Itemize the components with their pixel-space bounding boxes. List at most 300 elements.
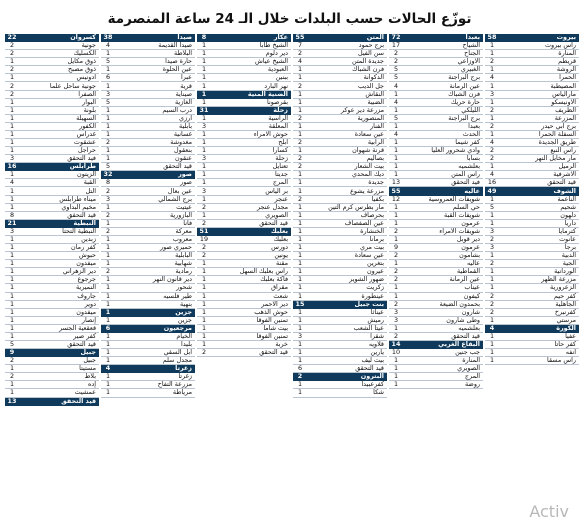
town-name: ابل السقي — [163, 349, 192, 357]
town-row — [389, 317, 483, 325]
town-row — [389, 212, 483, 220]
district-header — [293, 301, 387, 309]
town-name: بليدا — [181, 341, 192, 348]
town-count: 5 — [9, 340, 15, 348]
town-row — [485, 42, 579, 50]
town-row — [485, 74, 579, 82]
town-row — [101, 82, 195, 90]
district-name: البقاع الغربي — [438, 341, 480, 348]
town-name: بلاط — [84, 373, 96, 381]
district-column — [485, 34, 579, 365]
town-row — [389, 252, 483, 260]
town-row — [5, 341, 99, 349]
town-count: 1 — [9, 74, 15, 82]
town-name: الدبية — [561, 252, 576, 260]
town-name: عين الصفصاف — [344, 219, 384, 227]
town-row — [101, 284, 195, 292]
town-name: عفيا — [565, 332, 576, 340]
district-count: 13 — [7, 397, 17, 405]
town-row — [389, 381, 483, 389]
town-count: 1 — [489, 130, 495, 138]
town-name: عينطورة — [361, 292, 384, 300]
town-name: راس بعلبك السهل — [239, 268, 288, 276]
town-row — [389, 236, 483, 244]
town-name: النبطية التحتا — [62, 227, 96, 235]
town-row — [293, 389, 387, 397]
town-row — [5, 309, 99, 317]
town-name: المرج — [464, 373, 480, 381]
town-name: السهيلة — [76, 114, 96, 122]
town-row — [197, 276, 291, 284]
town-name: برج البراجنة — [448, 74, 480, 82]
district-count: 22 — [7, 34, 17, 42]
town-name: بعلبك — [273, 235, 288, 243]
town-row — [101, 187, 195, 195]
town-name: كفر رمان — [71, 244, 96, 252]
town-count: 1 — [105, 235, 111, 243]
town-row — [485, 179, 579, 187]
town-name: قيد التحقق — [67, 341, 96, 348]
town-count: 3 — [9, 227, 15, 235]
town-count: 1 — [297, 389, 303, 397]
town-name: جديتا — [275, 171, 288, 179]
town-row — [485, 220, 579, 228]
town-name: ميفدون — [76, 260, 96, 268]
town-row — [293, 74, 387, 82]
town-count: 1 — [105, 292, 111, 300]
town-row — [5, 373, 99, 381]
town-name: عمشيت — [74, 389, 96, 397]
town-row — [293, 131, 387, 139]
town-name: راس النبع — [550, 147, 576, 155]
town-count: 1 — [9, 284, 15, 292]
town-count: 1 — [393, 155, 399, 163]
district-column — [5, 34, 99, 406]
town-row — [5, 276, 99, 284]
town-count: 1 — [489, 114, 495, 122]
district-header — [389, 341, 483, 349]
town-count: 1 — [297, 268, 303, 276]
town-name: عيرون — [366, 268, 384, 276]
town-count: 5 — [393, 66, 399, 74]
town-count: 4 — [393, 130, 399, 138]
town-count: 2 — [489, 147, 495, 155]
district-header — [389, 34, 483, 42]
town-name: قرنة شهوان — [352, 147, 384, 155]
town-name: برج أبي حيدر — [541, 122, 576, 130]
town-count: 1 — [297, 308, 303, 316]
town-name: الكفور — [79, 122, 96, 130]
town-count: 2 — [201, 244, 207, 252]
town-count: 6 — [297, 365, 303, 373]
town-count: 1 — [201, 316, 207, 324]
town-row — [197, 187, 291, 195]
town-row — [101, 381, 195, 389]
town-row — [293, 147, 387, 155]
town-name: نهر البارد — [264, 82, 288, 90]
town-count: 2 — [105, 187, 111, 195]
district-header — [197, 228, 291, 236]
town-count: 1 — [489, 66, 495, 74]
town-name: طريق الجديدة — [538, 139, 576, 147]
town-name: غسانية — [173, 130, 192, 138]
district-count: 49 — [487, 187, 497, 195]
town-count: 1 — [9, 203, 15, 211]
town-count: 1 — [297, 187, 303, 195]
town-row — [389, 228, 483, 236]
town-name: دير قانون النهر — [152, 276, 192, 284]
town-row — [293, 333, 387, 341]
town-name: الجناح — [464, 50, 480, 58]
town-name: الزيتون — [77, 171, 96, 179]
town-name: فرن الشباك — [352, 66, 384, 74]
town-name: البابلية — [175, 252, 192, 260]
town-row — [101, 204, 195, 212]
town-row — [485, 276, 579, 284]
town-row — [389, 123, 483, 131]
town-count: 5 — [105, 163, 111, 171]
town-name: طير فلسيه — [163, 292, 192, 300]
town-count: 1 — [297, 357, 303, 365]
district-column — [389, 34, 483, 389]
town-count: 1 — [9, 122, 15, 130]
town-row — [485, 252, 579, 260]
district-name: عاليه — [464, 187, 480, 195]
town-row — [293, 260, 387, 268]
town-name: قيد التحقق — [163, 163, 192, 171]
town-count: 2 — [297, 82, 303, 90]
town-count: 1 — [9, 106, 15, 114]
town-count: 3 — [201, 122, 207, 130]
town-row — [197, 179, 291, 187]
town-row — [5, 91, 99, 99]
district-count: 16 — [7, 163, 17, 171]
town-row — [5, 131, 99, 139]
town-name: دوير — [84, 300, 96, 308]
town-name: بابلية — [179, 122, 192, 130]
town-name: مار مخايل النهر — [535, 155, 576, 163]
town-name: عين بعال — [167, 187, 192, 195]
town-name: عيتا الشعب — [353, 324, 384, 332]
town-count: 1 — [489, 252, 495, 260]
town-name: مار بطرس كرم التين — [328, 203, 384, 211]
district-header — [101, 309, 195, 317]
town-name: ديك المحدي — [352, 171, 384, 179]
town-row — [101, 179, 195, 187]
town-name: فيد التحقق — [451, 179, 480, 187]
town-row — [5, 50, 99, 58]
town-row — [389, 333, 483, 341]
town-count: 1 — [393, 211, 399, 219]
town-row — [293, 357, 387, 365]
town-row — [485, 357, 579, 365]
town-name: زغرتا — [178, 373, 192, 381]
town-name: شعث — [273, 292, 288, 300]
town-name: رمادية — [175, 268, 192, 276]
town-name: جب جنين — [455, 349, 480, 357]
town-count: 1 — [489, 357, 495, 365]
town-row — [293, 58, 387, 66]
town-row — [197, 268, 291, 276]
town-count: 2 — [201, 203, 207, 211]
town-row — [197, 309, 291, 317]
town-row — [293, 115, 387, 123]
town-name: سن الفيل — [358, 50, 384, 58]
town-row — [197, 123, 291, 131]
town-name: قرية — [180, 82, 192, 90]
town-name: الخنشارة — [360, 227, 384, 235]
town-row — [293, 293, 387, 301]
town-count: 1 — [297, 292, 303, 300]
town-name: قيد التحقق — [547, 179, 576, 187]
town-count: 1 — [489, 316, 495, 324]
town-row — [389, 147, 483, 155]
town-row — [101, 163, 195, 171]
town-name: مقنة — [275, 260, 288, 268]
town-row — [293, 236, 387, 244]
town-count: 17 — [391, 42, 401, 50]
town-row — [485, 301, 579, 309]
town-count: 1 — [489, 284, 495, 292]
town-name: درب السيم — [162, 106, 192, 114]
town-count: 2 — [9, 82, 15, 90]
town-row — [293, 99, 387, 107]
town-row — [485, 236, 579, 244]
town-name: الجاهلية — [555, 300, 576, 308]
town-name: يارين — [370, 349, 384, 357]
town-row — [101, 139, 195, 147]
town-name: بقرصونا — [267, 98, 288, 106]
town-name: بيت الشعار — [354, 163, 384, 171]
town-row — [5, 325, 99, 333]
district-count: 9 — [9, 349, 15, 357]
town-name: جديدة المتن — [351, 58, 384, 66]
town-name: كفر شيما — [455, 139, 480, 147]
town-row — [197, 139, 291, 147]
town-name: بر الياس — [265, 187, 288, 195]
town-count: 1 — [297, 219, 303, 227]
district-header — [5, 220, 99, 228]
town-count: 1 — [9, 139, 15, 147]
district-count: 4 — [105, 365, 111, 373]
town-name: حراجل — [77, 147, 96, 155]
town-count: 1 — [9, 324, 15, 332]
town-row — [5, 228, 99, 236]
town-name: راس المتن — [451, 171, 480, 179]
town-name: العبودية — [267, 66, 288, 74]
town-count: 1 — [9, 332, 15, 340]
district-header — [485, 325, 579, 333]
district-name: بعلبك — [270, 227, 288, 235]
town-count: 1 — [393, 324, 399, 332]
district-header — [197, 34, 291, 42]
town-count: 3 — [105, 195, 111, 203]
town-name: النميرية — [75, 284, 96, 292]
town-name: حارة حريك — [450, 98, 480, 106]
town-count: 1 — [201, 179, 207, 187]
town-name: شحور — [176, 284, 192, 292]
town-row — [389, 139, 483, 147]
town-name: مجدل سلم — [162, 357, 192, 365]
town-count: 1 — [393, 106, 399, 114]
town-row — [293, 381, 387, 389]
town-count: 1 — [105, 82, 111, 90]
town-count: 1 — [201, 66, 207, 74]
town-name: دير الاحمر — [261, 300, 288, 308]
district-name: الضنية المنية — [247, 90, 288, 98]
town-count: 1 — [297, 171, 303, 179]
town-name: الرابية — [367, 139, 384, 147]
town-row — [293, 171, 387, 179]
town-name: الراسية — [268, 114, 288, 122]
town-row — [293, 196, 387, 204]
town-row — [101, 212, 195, 220]
town-count: 1 — [297, 260, 303, 268]
town-name: شويفات القبة — [444, 211, 480, 219]
town-name: الفنار — [370, 122, 384, 130]
town-name: عين الرمانة — [449, 276, 480, 284]
town-count: 1 — [201, 114, 207, 122]
town-count: 2 — [297, 114, 303, 122]
town-count: 1 — [393, 365, 399, 373]
district-name: صور — [178, 171, 192, 179]
town-name: عاليه — [466, 260, 480, 268]
town-count: 1 — [105, 130, 111, 138]
town-count: 4 — [105, 42, 111, 50]
town-row — [293, 91, 387, 99]
town-row — [389, 293, 483, 301]
district-name: الكورة — [556, 324, 576, 332]
town-count: 1 — [297, 284, 303, 292]
town-row — [5, 115, 99, 123]
town-count: 2 — [105, 211, 111, 219]
town-row — [101, 196, 195, 204]
town-count: 1 — [489, 42, 495, 50]
town-count: 7 — [297, 42, 303, 50]
town-count: 1 — [9, 98, 15, 106]
town-count: 1 — [201, 74, 207, 82]
town-row — [293, 179, 387, 187]
town-name: الرميل — [558, 163, 576, 171]
town-row — [5, 196, 99, 204]
town-count: 1 — [489, 276, 495, 284]
town-row — [293, 244, 387, 252]
town-count: 2 — [489, 155, 495, 163]
watermark-text: Activ — [529, 502, 569, 521]
town-name: بعلشميه — [458, 163, 480, 171]
town-row — [101, 66, 195, 74]
district-header — [5, 163, 99, 171]
town-count: 1 — [201, 195, 207, 203]
town-count: 2 — [297, 195, 303, 203]
town-name: شحيم — [560, 203, 576, 211]
town-name: ابلح — [278, 139, 288, 147]
town-count: 1 — [297, 349, 303, 357]
town-row — [293, 139, 387, 147]
town-name: النقاش — [365, 90, 384, 98]
town-count: 2 — [489, 300, 495, 308]
town-row — [197, 244, 291, 252]
town-name: الشياح — [462, 42, 480, 50]
town-row — [485, 317, 579, 325]
district-count: 14 — [391, 340, 401, 348]
town-name: ضهور الشوير — [349, 276, 384, 284]
town-name: الصويري — [457, 365, 480, 373]
town-row — [197, 171, 291, 179]
district-count: 6 — [105, 324, 111, 332]
district-name: قيد التحقق — [61, 397, 96, 405]
town-count: 2 — [489, 260, 495, 268]
town-count: 2 — [489, 292, 495, 300]
town-name: صيناية — [175, 90, 192, 98]
town-name: بكفيا — [371, 195, 384, 203]
town-row — [101, 236, 195, 244]
town-name: برج البراجنة — [448, 114, 480, 122]
town-count: 2 — [489, 122, 495, 130]
district-name: طرابلس — [69, 163, 96, 171]
town-count: 13 — [391, 179, 401, 187]
town-count: 1 — [105, 389, 111, 397]
town-name: بشامون — [459, 252, 480, 260]
town-row — [389, 179, 483, 187]
town-row — [389, 357, 483, 365]
town-name: بيت ليف — [361, 357, 384, 365]
town-count: 1 — [201, 139, 207, 147]
town-row — [5, 82, 99, 90]
town-count: 3 — [393, 308, 399, 316]
town-count: 9 — [393, 244, 399, 252]
town-name: أرزي — [179, 114, 192, 122]
town-name: الغازية — [174, 98, 192, 106]
town-count: 3 — [489, 227, 495, 235]
town-name: الخيام — [176, 332, 192, 340]
town-name: عبرا — [180, 74, 192, 82]
town-count: 5 — [393, 74, 399, 82]
town-name: جل الديب — [358, 82, 384, 90]
district-header — [197, 107, 291, 115]
town-name: بحرصاف — [360, 211, 384, 219]
town-row — [293, 349, 387, 357]
town-count: 1 — [9, 276, 15, 284]
town-name: برجا — [564, 244, 576, 252]
town-name: جرجوع — [77, 276, 96, 284]
town-name: كفر حاتا — [554, 341, 576, 348]
town-row — [101, 107, 195, 115]
town-name: حوش الذهب — [254, 308, 288, 316]
town-count: 1 — [393, 381, 399, 389]
town-count: 1 — [201, 130, 207, 138]
district-header — [293, 373, 387, 381]
town-row — [389, 268, 483, 276]
town-count: 1 — [9, 58, 15, 66]
town-row — [5, 365, 99, 373]
town-name: المنصورية — [357, 114, 384, 122]
town-name: أنفه — [565, 349, 576, 357]
town-count: 1 — [9, 130, 15, 138]
town-row — [485, 349, 579, 357]
town-count: 1 — [201, 308, 207, 316]
town-row — [197, 58, 291, 66]
town-name: عرمون — [461, 219, 480, 227]
town-count: 1 — [9, 187, 15, 195]
town-count: 1 — [201, 50, 207, 58]
town-row — [485, 260, 579, 268]
town-name: المرج — [272, 179, 288, 187]
town-count: 1 — [201, 300, 207, 308]
town-row — [293, 107, 387, 115]
town-count: 1 — [489, 340, 495, 348]
town-name: مجدل عنجر — [257, 203, 288, 211]
